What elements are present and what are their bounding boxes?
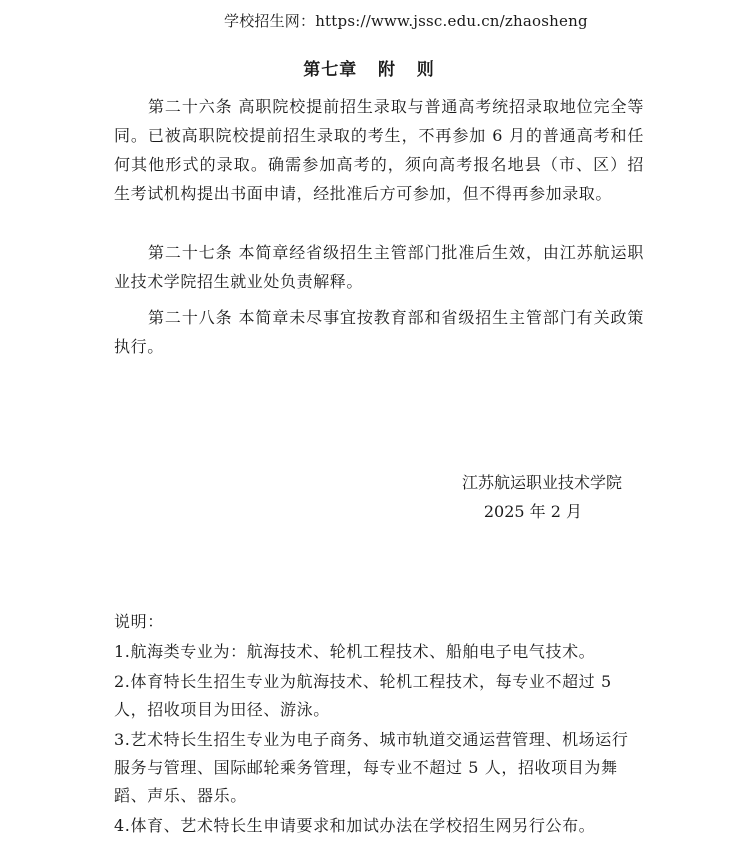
chapter-title: 第七章 附 则 [303,60,435,80]
signature-date: 2025 年 2 月 [483,502,582,521]
note-item-4: 4.体育、艺术特长生申请要求和加试办法在学校招生网另行公布。 [114,816,596,835]
article-27: 第二十七条 本简章经省级招生主管部门批准后生效，由江苏航运职业技术学院招生就业处负责解释。 [114,243,644,291]
note-item-3: 3.艺术特长生招生专业为电子商务、城市轨道交通运营管理、机场运行服务与管理、国际邮轮乘务管理，每专业不超过 5 人，招收项目为舞蹈、声乐、器乐。 [114,730,629,805]
note-item-1: 1.航海类专业为：航海技术、轮机工程技术、船舶电子电气技术。 [114,642,596,661]
admissions-website-line: 学校招生网：https://www.jssc.edu.cn/zhaosheng [224,12,588,30]
note-item-2: 2.体育特长生招生专业为航海技术、轮机工程技术，每专业不超过 5 人，招收项目为田径、游泳。 [114,672,612,719]
article-26: 第二十六条 高职院校提前招生录取与普通高考统招录取地位完全等同。已被高职院校提前招生录取的考生，不再参加 6 月的普通高考和任何其他形式的录取。确需参加高考的，须向高考报名地县（市、区）招生考试机构提出书面申请，经批准后方可参加，但不得再参加录取。 [114,97,644,203]
article-28: 第二十八条 本简章未尽事宜按教育部和省级招生主管部门有关政策执行。 [114,308,644,356]
notes-section [114,608,644,840]
notes-heading: 说明： [114,612,164,631]
signature-organization: 江苏航运职业技术学院 [461,473,622,492]
